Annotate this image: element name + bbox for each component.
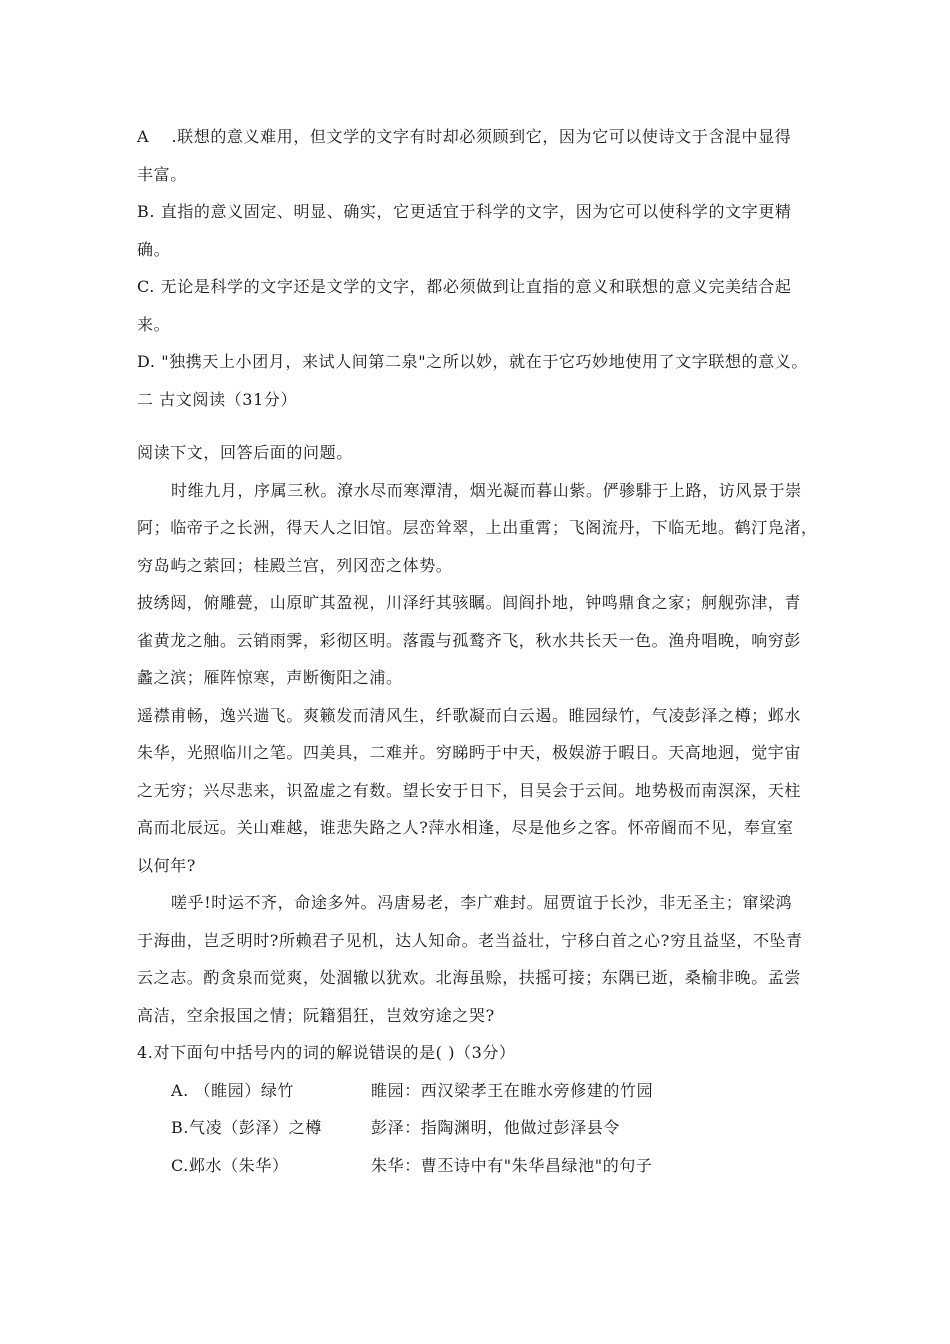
passage-line: 时维九月，序属三秋。潦水尽而寒潭清，烟光凝而暮山紫。俨骖騑于上路，访风景于崇: [171, 480, 802, 500]
option-b-term: B.气凌（彭泽）之樽: [171, 1118, 322, 1137]
question-4: 4.对下面句中括号内的词的解说错误的是( )（3分）: [137, 1043, 516, 1062]
passage-line: 高洁，空余报国之情；阮籍猖狂，岂效穷途之哭?: [137, 1005, 495, 1025]
option-c-explanation: 朱华：曹丕诗中有"朱华昌绿池"的句子: [371, 1155, 653, 1175]
option-a-term: A. （睢园）绿竹: [171, 1080, 295, 1100]
choice-c-line-2: 来。: [137, 314, 171, 334]
option-b-explanation: 彭泽：指陶渊明，他做过彭泽县令: [371, 1118, 621, 1137]
option-a: [137, 1072, 827, 1110]
passage-line: 遥襟甫畅，逸兴遄飞。爽籁发而清风生，纤歌凝而白云遏。睢园绿竹，气凌彭泽之樽；邺水: [137, 705, 802, 725]
passage-line: 以何年?: [137, 855, 196, 875]
option-c: [137, 1147, 827, 1185]
option-b: [137, 1109, 827, 1147]
passage-line: 披绣闼，俯雕甍，山原旷其盈视，川泽纡其骇瞩。闾阎扑地，钟鸣鼎食之家；舸舰弥津，青: [137, 593, 802, 612]
passage-line: 蠡之滨；雁阵惊寒，声断衡阳之浦。: [137, 668, 403, 687]
passage-line: 嗟乎!时运不齐，命途多舛。冯唐易老，李广难封。屈贾谊于长沙，非无圣主；窜梁鸿: [171, 893, 793, 912]
passage-line: 之无穷；兴尽悲来，识盈虚之有数。望长安于日下，目吴会于云间。地势极而南溟深，天柱: [137, 780, 802, 800]
choice-a-line-2: 丰富。: [137, 164, 187, 184]
choice-d-line-1: D. "独携天上小团月，来试人间第二泉"之所以妙，就在于它巧妙地使用了文字联想的意义。: [137, 352, 808, 371]
passage-line: 阿；临帝子之长洲，得天人之旧馆。层峦耸翠，上出重霄；飞阁流丹，下临无地。鹤汀凫渚，: [137, 518, 818, 537]
option-c-term: C.邺水（朱华）: [171, 1155, 289, 1175]
passage-line: 高而北辰远。关山难越，谁悲失路之人?萍水相逢，尽是他乡之客。怀帝阍而不见，奉宣室: [137, 818, 794, 837]
choice-c-line-1: C. 无论是科学的文字还是文学的文字，都必须做到让直指的意义和联想的意义完美结合起: [137, 277, 792, 296]
choice-b-line-2: 确。: [137, 239, 171, 259]
document-page: [137, 118, 827, 1184]
passage-line: 朱华，光照临川之笔。四美具，二难并。穷睇眄于中天，极娱游于暇日。天高地迥，觉宇宙: [137, 743, 802, 762]
instruction: 阅读下文，回答后面的问题。: [137, 443, 353, 462]
passage-line: 于海曲，岂乏明时?所赖君子见机，达人知命。老当益壮，宁移白首之心?穷且益坚，不坠青: [137, 930, 803, 950]
section-heading: 二 古文阅读（31分）: [137, 389, 298, 409]
passage-line: 穷岛屿之萦回；桂殿兰宫，列冈峦之体势。: [137, 555, 453, 575]
passage-line: 雀黄龙之舳。云销雨霁，彩彻区明。落霞与孤鹜齐飞，秋水共长天一色。渔舟唱晚，响穷彭: [137, 630, 802, 650]
choice-a-line-1: A .联想的意义难用，但文学的文字有时却必须顾到它，因为它可以使诗文于含混中显得: [137, 127, 792, 146]
passage-line: 云之志。酌贪泉而觉爽，处涸辙以犹欢。北海虽赊，扶摇可接；东隅已逝，桑榆非晚。孟尝: [137, 968, 802, 987]
choice-b-line-1: B. 直指的意义固定、明显、确实，它更适宜于科学的文字，因为它可以使科学的文字更精: [137, 202, 792, 221]
option-a-explanation: 睢园：西汉梁孝王在睢水旁修建的竹园: [371, 1080, 654, 1100]
